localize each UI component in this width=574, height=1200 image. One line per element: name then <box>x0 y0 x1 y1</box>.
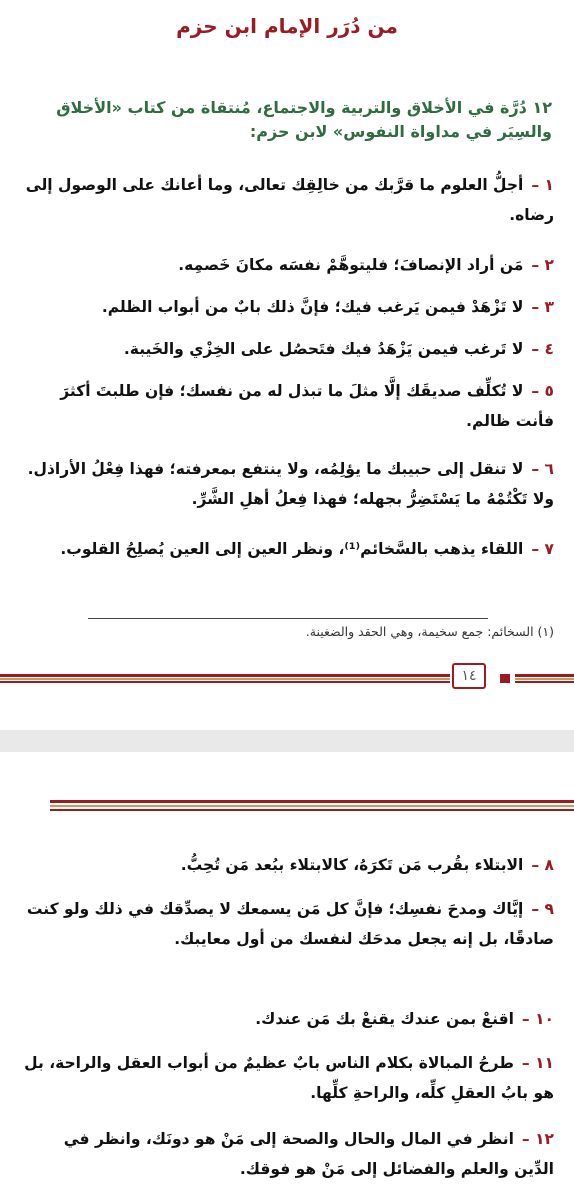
list-item <box>20 534 554 564</box>
footer-decorative-band <box>0 674 574 684</box>
list-item <box>20 250 554 280</box>
list-item <box>20 894 554 954</box>
header-decorative-band <box>50 800 574 812</box>
item-text: مَن أراد الإنصافَ؛ فليتوهَّمْ نفسَه مكانَ خَصمِه. <box>178 256 524 274</box>
item-number: ٦ – <box>531 460 554 478</box>
item-text: اقنعْ بمن عندك يقنعْ بك مَن عندك. <box>255 1010 514 1028</box>
page-title: من دُرَر الإمام ابن حزم <box>176 14 398 38</box>
item-number: ٣ – <box>531 298 554 316</box>
item-text: طرحُ المبالاة بكلام الناس بابٌ عظيمٌ من أبواب العقل والراحة، بل هو بابُ العقلِ كلِّه، والراحةِ كلِّها. <box>24 1054 554 1102</box>
item-text: لا تَزْهَدْ فيمن يَرغب فيك؛ فإنَّ ذلك بابٌ من أبواب الظلم. <box>101 298 524 316</box>
list-item <box>20 1124 554 1184</box>
item-text: اللقاء يذهب بالسَّخائم⁽¹⁾، ونظر العين إلى العين يُصلِحُ القلوب. <box>60 540 524 558</box>
item-text: انظر في المال والحال والصحة إلى مَنْ هو دونَك، وانظر في الدِّين والعلم والفضائل إلى مَنْ هو فوقك. <box>63 1130 554 1178</box>
page-number: ١٤ <box>452 663 486 689</box>
list-item <box>20 170 554 230</box>
item-text: الابتلاء بقُرب مَن تَكرَهُ، كالابتلاء ببُعد مَن تُحِبُّ. <box>180 856 524 874</box>
list-item <box>20 850 554 880</box>
page-lower <box>0 752 574 1200</box>
list-item <box>20 1048 554 1108</box>
list-item <box>20 334 554 364</box>
item-text: لا تنقل إلى حبيبك ما يؤلِمُه، ولا ينتفع بمعرفته؛ فهذا فِعْلُ الأراذل. ولا تَكْتُمْهُ ما يَسْتَضِرُّ بجهله؛ فهذا فِعلُ أهلِ الشَّرِّ. <box>27 460 554 508</box>
list-item <box>20 292 554 322</box>
item-text: إيَّاك ومدحَ نفسِك؛ فإنَّ كل مَن يسمعك لا يصدِّقك في ذلك ولو كنت صادقًا، بل إنه يجعل مدحَك لنفسك من أول معايبك. <box>26 900 554 948</box>
item-text: لا تَرغب فيمن يَزْهَدُ فيك فتَحصُل على الخِزْي والخَيبة. <box>123 340 524 358</box>
item-number: ١ – <box>531 176 554 194</box>
item-number: ٢ – <box>531 256 554 274</box>
item-number: ٤ – <box>531 340 554 358</box>
page-separator <box>0 730 574 752</box>
item-number: ٧ – <box>531 540 554 558</box>
intro-text: ١٢ دُرَّة في الأخلاق والتربية والاجتماع، مُنتقاة من كتاب «الأخلاق والسِيَر في مداواة النفوس» لابن حزم: <box>56 98 552 141</box>
list-item <box>20 454 554 514</box>
footnote-divider <box>88 618 488 619</box>
item-number: ٨ – <box>531 856 554 874</box>
item-number: ٥ – <box>531 382 554 400</box>
item-number: ١٢ – <box>521 1130 554 1148</box>
item-number: ٩ – <box>531 900 554 918</box>
item-text: لا تُكلِّف صديقَك إلَّا مثلَ ما تبذل له من نفسك؛ فإن طلبتَ أكثرَ فأنت ظالم. <box>60 382 554 430</box>
list-item <box>20 376 554 436</box>
item-number: ١١ – <box>521 1054 554 1072</box>
list-item <box>20 1004 554 1034</box>
item-number: ١٠ – <box>521 1010 554 1028</box>
item-text: أجلُّ العلوم ما قرَّبك من خالِقِك تعالى، وما أعانك على الوصول إلى رضاه. <box>25 176 554 224</box>
footnote: (١) السخائم: جمع سخيمة، وهي الحقد والضغينة. <box>305 624 554 639</box>
